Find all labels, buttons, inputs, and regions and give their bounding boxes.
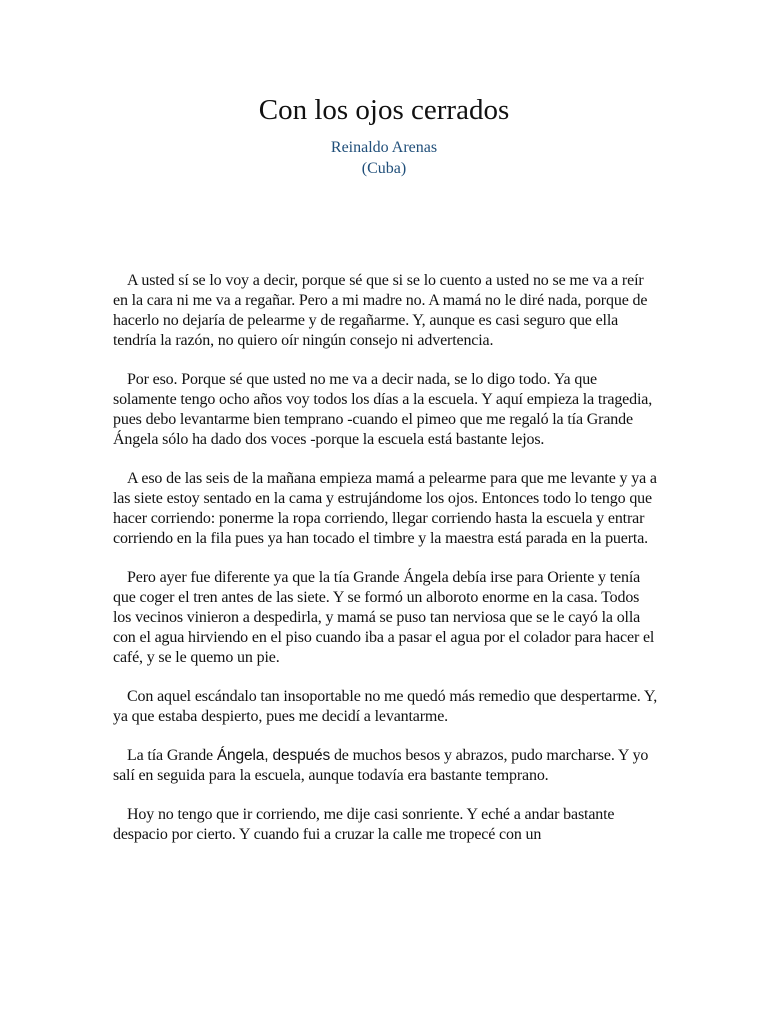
author-name: Reinaldo Arenas: [330, 139, 438, 156]
paragraph-3: A eso de las seis de la mañana empieza mamá a pelearme para que me levante y ya a las siete estoy sentado en la cama y estrujándome los ojos. Entonces todo lo tengo que hacer corriendo: ponerme la ropa corriendo, llegar corriendo hasta la escuela y entrar corriendo en la fila pues ya han tocado el timbre y la maestra está parada en la puerta.: [113, 470, 657, 547]
paragraph-7: Hoy no tengo que ir corriendo, me dije casi sonriente. Y eché a andar bastante despacio por cierto. Y cuando fui a cruzar la calle me tropecé con un: [113, 806, 615, 843]
paragraph-5: Con aquel escándalo tan insoportable no me quedó más remedio que despertarme. Y, ya que estaba despierto, pues me decidí a levantarme.: [113, 688, 658, 725]
paragraph-4: Pero ayer fue diferente ya que la tía Grande Ángela debía irse para Oriente y tenía que coger el tren antes de las siete. Y se formó un alboroto enorme en la casa. Todos los vecinos vinieron a despedirla, y mamá se puso tan nerviosa que se le cayó la olla con el agua hirviendo en el piso cuando iba a pasar el agua por el colador para hacer el café, y se le quemo un pie.: [113, 569, 655, 666]
paragraph-6: [113, 746, 658, 786]
paragraph-6-part-2: Ángela, después: [216, 747, 331, 764]
paragraph-6-part-3: de muchos besos y abrazos, pudo marcharse. Y yo salí en seguida para la escuela, aunque todavía era bastante temprano.: [113, 747, 649, 784]
byline: [0, 137, 768, 179]
paragraph-2: Por eso. Porque sé que usted no me va a decir nada, se lo digo todo. Ya que solamente tengo ocho años voy todos los días a la escuela. Y aquí empieza la tragedia, pues debo levantarme bien temprano -cuando el pimeo que me regaló la tía Grande Ángela sólo ha dado dos voces -porque la escuela está bastante lejos.: [113, 371, 653, 448]
story-body: [113, 271, 658, 864]
author-country: (Cuba): [361, 160, 407, 177]
story-title: Con los ojos cerrados: [258, 94, 510, 126]
paragraph-6-part-1: La tía Grande: [127, 747, 217, 764]
paragraph-1: A usted sí se lo voy a decir, porque sé que si se lo cuento a usted no se me va a reír en la cara ni me va a regañar. Pero a mi madre no. A mamá no le diré nada, porque de hacerlo no dejaría de pelearme y de regañarme. Y, aunque es casi seguro que ella tendría la razón, no quiero oír ningún consejo ni advertencia.: [113, 272, 648, 349]
